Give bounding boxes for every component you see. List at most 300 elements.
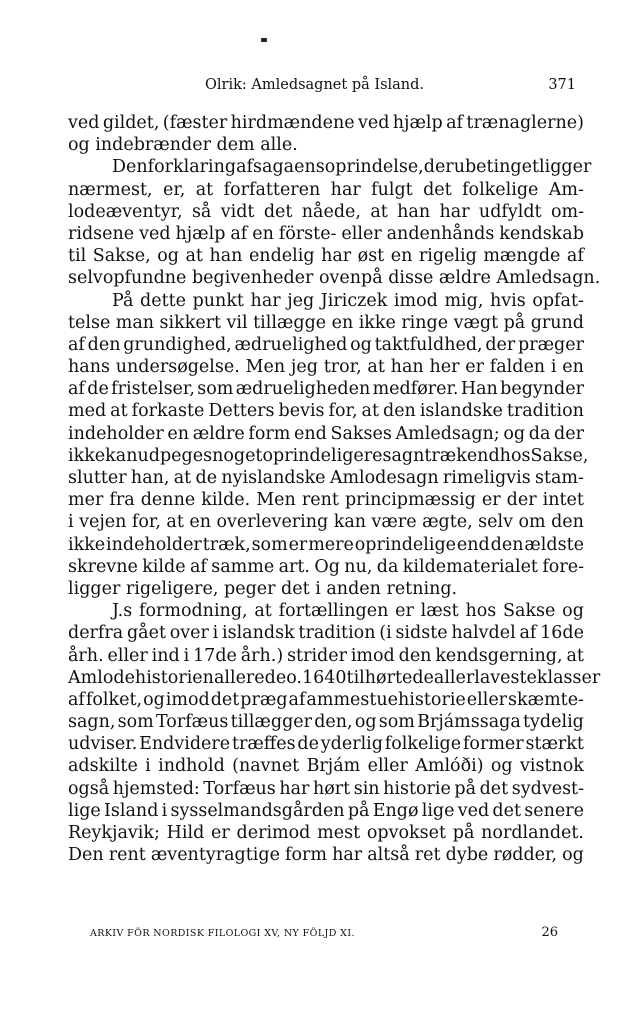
word: Engø xyxy=(372,800,419,821)
word: at xyxy=(195,179,214,200)
word: af xyxy=(68,334,85,355)
word: og xyxy=(503,423,526,444)
text-line xyxy=(68,622,584,644)
word: at xyxy=(110,401,128,422)
word: i xyxy=(145,756,151,777)
word: ved xyxy=(68,113,100,133)
word: historie xyxy=(383,778,451,799)
word: skrevne xyxy=(68,556,138,577)
word: intet xyxy=(542,490,584,511)
text-line xyxy=(68,822,584,844)
word: sagaens xyxy=(253,157,325,178)
word: end xyxy=(456,534,490,555)
word: at xyxy=(361,401,380,422)
text-line xyxy=(68,667,601,689)
word: for, xyxy=(328,401,358,422)
word: jeg xyxy=(290,357,318,378)
word: af xyxy=(230,223,248,244)
word: øst xyxy=(357,246,385,267)
word: den xyxy=(398,645,432,666)
word: fristelser, xyxy=(111,379,195,400)
word: der xyxy=(485,334,516,355)
word: sysselmandsgården xyxy=(170,800,345,821)
word: hans xyxy=(68,357,110,378)
word: æventyragtige xyxy=(150,845,280,866)
word: at xyxy=(370,201,388,222)
word: og xyxy=(354,712,377,733)
word: ved xyxy=(357,113,390,133)
word: nu, xyxy=(344,556,373,577)
word: hvis xyxy=(489,290,526,311)
word: stam- xyxy=(534,468,584,488)
word: af xyxy=(566,246,584,267)
word: sydvest- xyxy=(511,778,584,799)
word: förste- xyxy=(278,223,337,244)
word: trænaglerne) xyxy=(466,113,584,133)
word: (navnet xyxy=(232,756,300,777)
word: at xyxy=(367,357,385,378)
word: er xyxy=(481,490,501,511)
word: Men xyxy=(256,490,296,511)
word: har xyxy=(332,845,363,866)
word: og xyxy=(562,845,584,866)
word: de xyxy=(87,379,109,400)
word: imod xyxy=(350,645,395,666)
word: i xyxy=(161,800,168,821)
word: der xyxy=(554,423,584,444)
word: Detters xyxy=(208,401,275,422)
running-header xyxy=(70,77,576,97)
word: bevis xyxy=(278,401,325,422)
word: indhold xyxy=(158,756,225,777)
word: tilhørte xyxy=(346,667,413,688)
word: eller xyxy=(466,689,508,710)
word: tradition xyxy=(298,623,376,644)
word: principmæssig xyxy=(344,490,476,511)
text-line xyxy=(68,711,584,733)
word: tradition xyxy=(506,401,584,422)
journal-imprint: ARKIV FÖR NORDISK FILOLOGI XV, NY FÖLJD XI. xyxy=(90,928,355,939)
word: på xyxy=(347,800,370,821)
word: begynder xyxy=(500,379,584,400)
word: Brjám xyxy=(306,756,361,777)
word: fra xyxy=(109,490,135,511)
word: da xyxy=(376,556,399,577)
word: den xyxy=(490,534,524,555)
word: er xyxy=(288,534,308,555)
word: dybe xyxy=(445,845,489,866)
word: Sakses xyxy=(330,423,392,444)
word: Sakse, xyxy=(92,246,151,267)
word: han xyxy=(397,201,431,222)
word: Amledsagn; xyxy=(395,423,500,444)
word: Den xyxy=(68,845,104,866)
word: her xyxy=(429,357,460,378)
word: af xyxy=(236,157,254,178)
word: sikkert xyxy=(159,312,222,333)
word: som xyxy=(117,712,154,733)
word: nordlandet. xyxy=(481,823,584,843)
word: strider xyxy=(287,645,347,666)
word: telse xyxy=(68,312,111,333)
word: hørt xyxy=(312,778,351,799)
word: lodeæventyr, xyxy=(68,201,183,222)
word: han xyxy=(390,357,424,378)
word: over xyxy=(169,623,209,644)
word: grund xyxy=(530,312,584,333)
word: kilde xyxy=(142,556,186,577)
word: eller xyxy=(341,223,382,244)
word: sidste xyxy=(395,623,448,644)
word: gået xyxy=(126,623,166,644)
word: taktfuldhed, xyxy=(374,334,483,355)
word: nyislandske xyxy=(221,468,326,488)
word: vistnok xyxy=(519,756,584,777)
text-line xyxy=(68,645,584,667)
text-line xyxy=(68,445,589,467)
text-line xyxy=(68,423,584,445)
word: art. xyxy=(278,556,310,577)
word: undersøgelse. xyxy=(115,357,240,378)
word: form xyxy=(285,845,327,866)
word: de xyxy=(412,667,434,688)
page-footer xyxy=(90,925,558,944)
word: rent xyxy=(108,845,146,866)
word: punkt xyxy=(192,290,244,311)
word: til xyxy=(68,246,87,267)
word: tillægge xyxy=(253,312,327,333)
word: gildet, xyxy=(102,113,160,133)
word: mest xyxy=(317,823,361,843)
word: at xyxy=(173,468,192,488)
word: skæmte- xyxy=(508,689,584,710)
word: i xyxy=(68,512,74,533)
word: i xyxy=(550,357,557,378)
word: årh. xyxy=(68,645,104,666)
word: samme xyxy=(211,556,275,577)
word: slutter xyxy=(68,468,127,488)
word: præg xyxy=(240,689,288,710)
word: og xyxy=(143,689,165,710)
text-line xyxy=(68,489,584,511)
text-line-content: ligger rigeligere, peger det i anden retning. xyxy=(68,578,458,599)
word: folkelige xyxy=(462,179,539,200)
word: fortællingen xyxy=(278,601,389,622)
page-number: 371 xyxy=(548,77,576,93)
word: han, xyxy=(130,468,170,488)
word: ved xyxy=(457,800,490,821)
word: på xyxy=(454,778,477,799)
word: opfat- xyxy=(532,290,584,311)
word: Amlodesagn xyxy=(329,468,439,488)
word: rent xyxy=(301,490,339,511)
word: formodning, xyxy=(138,601,248,622)
word: sagn, xyxy=(68,712,116,733)
word: 1640 xyxy=(302,667,347,688)
word: hos xyxy=(465,601,497,622)
word: Reykjavik; xyxy=(68,823,160,843)
word: andenhånds xyxy=(386,223,495,244)
text-line xyxy=(68,378,584,400)
word: vidt xyxy=(220,201,255,222)
word: som xyxy=(197,379,234,400)
word: Island xyxy=(104,800,159,821)
word: det xyxy=(492,800,522,821)
word: hos xyxy=(499,445,531,466)
word: Torfæus xyxy=(203,778,276,799)
word: rigelig xyxy=(418,246,477,267)
word: hirdmændene xyxy=(230,113,355,133)
word: Jiriczek xyxy=(320,290,388,311)
word: og xyxy=(490,756,513,777)
word: læst xyxy=(420,601,459,622)
word: som xyxy=(378,712,415,733)
word: ammestuehistorie xyxy=(306,689,466,710)
word: falden xyxy=(489,357,546,378)
word: J.s xyxy=(112,601,133,622)
word: udpeges xyxy=(137,445,213,466)
word: (fæster xyxy=(162,113,228,133)
word: Endvidere xyxy=(139,734,231,755)
word: ikke xyxy=(358,312,396,333)
word: allerede xyxy=(213,667,287,688)
word: i xyxy=(183,645,190,666)
word: at xyxy=(166,512,184,533)
word: dette xyxy=(140,290,186,311)
word: en xyxy=(189,512,211,533)
word: forfatteren xyxy=(223,179,321,200)
word: yderlig xyxy=(320,734,383,755)
word: mængde xyxy=(483,246,561,267)
text-line xyxy=(68,223,584,245)
word: adskilte xyxy=(68,756,138,777)
word: indeholder xyxy=(68,423,164,444)
text-line xyxy=(68,290,584,312)
word: oprindeligere xyxy=(262,445,383,466)
word: tydelig xyxy=(523,712,584,733)
word: det xyxy=(479,778,509,799)
text-line xyxy=(68,245,584,267)
text-line-content: selvopfundne begivenheder ovenpå disse ældre Amledsagn. xyxy=(68,268,601,289)
word: den xyxy=(87,334,121,355)
word: imod xyxy=(165,689,210,710)
word: På xyxy=(112,290,134,311)
word: er xyxy=(465,357,484,378)
word: på xyxy=(452,823,475,843)
word: en xyxy=(562,357,584,378)
word: træk, xyxy=(202,534,251,555)
word: noget xyxy=(212,445,263,466)
word: altså xyxy=(367,845,410,866)
word: senere xyxy=(524,800,584,821)
word: halvdel xyxy=(451,623,516,644)
word: vægt xyxy=(453,312,499,333)
word: islandsk xyxy=(222,623,295,644)
word: end xyxy=(294,423,327,444)
word: af xyxy=(68,689,85,710)
word: ædruelighed xyxy=(234,334,348,355)
word: forklaring xyxy=(147,157,237,178)
word: træffes xyxy=(231,734,296,755)
word: kendsgerning, xyxy=(435,645,563,666)
word: at xyxy=(185,246,203,267)
word: kan xyxy=(105,445,138,466)
word: nærmest, xyxy=(68,179,153,200)
word: på xyxy=(503,312,526,333)
word: ældste xyxy=(524,534,584,555)
word: kendskab xyxy=(499,223,584,244)
word: end xyxy=(466,445,500,466)
text-line xyxy=(68,312,584,334)
word: Sakse xyxy=(503,601,556,622)
word: en xyxy=(167,423,190,444)
word: har xyxy=(321,246,352,267)
text-line xyxy=(68,112,584,134)
word: derfra xyxy=(68,623,124,644)
word: der xyxy=(506,490,537,511)
word: de xyxy=(297,734,319,755)
word: ægte, xyxy=(422,512,473,533)
word: lige xyxy=(421,800,455,821)
word: ligger xyxy=(539,157,592,178)
word: en xyxy=(252,223,274,244)
ink-speck xyxy=(261,38,267,42)
word: de xyxy=(195,468,218,488)
word: ædrueligheden xyxy=(235,379,371,400)
word: endelig xyxy=(248,246,315,267)
text-line xyxy=(68,179,584,201)
word: af xyxy=(189,556,207,577)
body-text xyxy=(68,112,601,866)
word: det xyxy=(423,179,452,200)
word: den, xyxy=(314,712,353,733)
word: man xyxy=(115,312,155,333)
word: har xyxy=(279,778,310,799)
word: udfyldt xyxy=(478,201,542,222)
word: Brjámssaga xyxy=(417,712,521,733)
text-line xyxy=(68,400,584,422)
word: og xyxy=(350,334,372,355)
word: imod xyxy=(393,290,438,311)
text-line xyxy=(68,689,584,711)
text-line xyxy=(68,156,592,178)
word: har xyxy=(439,201,470,222)
word: at xyxy=(254,601,272,622)
word: Men xyxy=(245,357,286,378)
text-line xyxy=(68,467,584,489)
word: opvokset xyxy=(366,823,446,843)
word: sin xyxy=(353,778,380,799)
word: stærkt xyxy=(525,734,584,755)
word: ikke xyxy=(68,534,106,555)
word: også xyxy=(68,778,110,799)
word: og xyxy=(157,246,179,267)
word: være xyxy=(371,512,417,533)
word: o. xyxy=(286,667,302,688)
word: er, xyxy=(163,179,186,200)
word: rødder, xyxy=(493,845,558,866)
signature-mark: 26 xyxy=(541,925,558,940)
word: af xyxy=(519,623,537,644)
word: da xyxy=(528,423,551,444)
word: årh.) xyxy=(240,645,284,666)
word: der xyxy=(423,157,454,178)
word: så xyxy=(191,201,212,222)
word: og xyxy=(562,601,584,622)
word: sagntræk xyxy=(382,445,467,466)
word: er xyxy=(211,823,230,843)
text-line xyxy=(68,600,584,622)
word: folket, xyxy=(85,689,143,710)
word: kilde. xyxy=(201,490,251,511)
word: har xyxy=(250,290,281,311)
word: Og xyxy=(314,556,340,577)
word: indeholder xyxy=(106,534,202,555)
word: vejen xyxy=(79,512,127,533)
text-line xyxy=(68,556,584,578)
word: overlevering xyxy=(216,512,329,533)
word: ind xyxy=(151,645,180,666)
word: at xyxy=(566,645,584,666)
word: islandske xyxy=(419,401,503,422)
word: med xyxy=(68,401,107,422)
word: det xyxy=(210,689,240,710)
word: hjælp xyxy=(392,113,443,133)
text-line xyxy=(68,356,584,378)
word: fulgt xyxy=(371,179,413,200)
word: Am- xyxy=(548,179,584,200)
text-line xyxy=(68,334,584,356)
word: medfører. xyxy=(372,379,459,400)
word: kildematerialet xyxy=(402,556,538,577)
word: har xyxy=(330,179,361,200)
word: grundighed, xyxy=(123,334,232,355)
word: han xyxy=(209,246,243,267)
word: mig, xyxy=(444,290,484,311)
word: er xyxy=(395,601,414,622)
word: vil xyxy=(226,312,248,333)
word: 16de xyxy=(540,623,584,644)
text-line xyxy=(68,511,584,533)
text-line xyxy=(68,134,584,156)
word: mer xyxy=(68,490,104,511)
word: som xyxy=(251,534,288,555)
word: form xyxy=(248,423,291,444)
text-line xyxy=(68,733,584,755)
word: jeg xyxy=(287,290,315,311)
word: ridsene xyxy=(68,223,135,244)
word: af xyxy=(68,379,85,400)
word: klasser xyxy=(536,667,601,688)
text-line-content: og indebrænder dem alle. xyxy=(68,135,298,156)
text-line xyxy=(68,778,584,800)
text-line xyxy=(68,800,584,822)
text-line xyxy=(68,201,584,223)
word: former xyxy=(462,734,524,755)
word: oprindelse, xyxy=(324,157,424,178)
word: eller xyxy=(107,645,148,666)
word: af xyxy=(288,689,306,710)
word: forkaste xyxy=(131,401,205,422)
word: rimeligvis xyxy=(442,468,531,488)
word: tillægger xyxy=(230,712,312,733)
word: af xyxy=(446,113,464,133)
word: ikke xyxy=(68,445,106,466)
word: kan xyxy=(333,512,367,533)
word: ved xyxy=(139,223,171,244)
word: ældre xyxy=(192,423,245,444)
running-title: Olrik: Amledsagnet på Island. xyxy=(205,77,425,93)
